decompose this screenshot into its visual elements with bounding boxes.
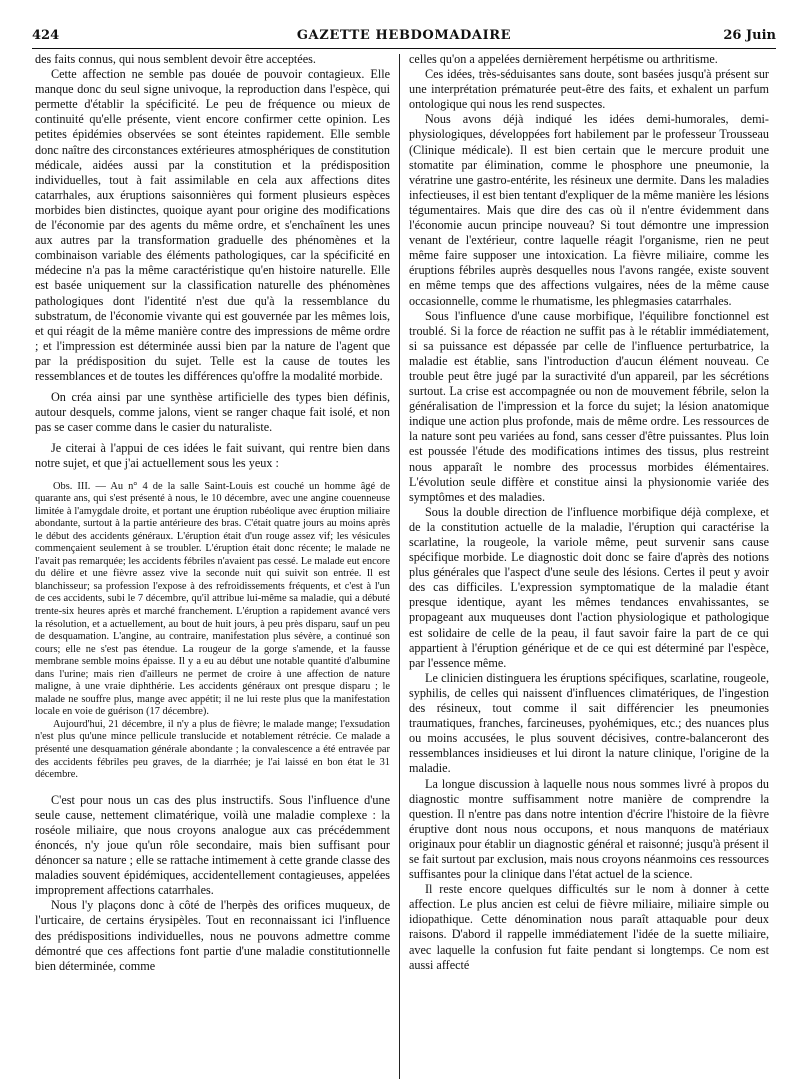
observation-paragraph: Aujourd'hui, 21 décembre, il n'y a plus de fièvre; le malade mange; l'exsudation n'est plus qu'une mince pellicule translucide et notablement rétrécie. Ce malade a présenté une desquamation générale abondante ; la convalescence a été entravée par des accidents fébriles peu graves, de la diarrhée; je l'ai laissé en bon état le 31 décembre. xyxy=(35,718,390,781)
paragraph: celles qu'on a appelées dernièrement herpétisme ou arthritisme. xyxy=(409,52,718,66)
left-column xyxy=(35,52,390,974)
paragraph: Nous avons déjà indiqué les idées demi-humorales, demi-physiologiques, développées fort habilement par le professeur Trousseau (Clinique médicale). Il est bien certain que le mercure produit une stomatite par élimination, comme le phosphore une pneumonie, la vératrine une gastro-entérite, les résineux une dermite. Dans les maladies infectieuses, il est bien tentant d'expliquer de la même manière les lésions tégumentaires. Mais que dire des cas où il n'entre évidemment dans l'économie aucun principe nouveau? Si tout démontre une impression venant de l'extérieur, contre laquelle réagit l'organisme, rien ne peut même faire supposer une intoxication. La fièvre miliaire, comme les éruptions fébriles auprès desquelles nous l'avons rangée, existe souvent en même temps que des affections vulgaires, nées de la même cause occasionnelle, comme le rhumatisme, les phlegmasies catarrhales. xyxy=(409,112,769,308)
observation-paragraph: Obs. III. — Au n° 4 de la salle Saint-Louis est couché un homme âgé de quarante ans, qui s'est présenté à nous, le 10 décembre, avec une angine couenneuse limitée à l'amygdale droite, et portant une éruption rubéolique avec éruption miliaire abondante, surtout à la partie antérieure des bras. C'était quatre jours au moins après le début des accidents généraux. L'éruption était d'un rouge assez vif; les vésicules commençaient seulement à se troubler. L'éruption était donc récente; le malade ne l'avait pas remarquée; les accidents fébriles n'avaient pas cessé. Le malade eut encore du délire et une fièvre assez vive la seconde nuit qui suivit son entrée. Il est blanchisseur; sa profession l'expose à des refroidissements fréquents, et c'est à l'un de ces accidents, subi le 7 décembre, qu'il attribue lui-même sa maladie, qui a débuté trente-six heures après et marché franchement. L'éruption a rapidement avancé vers la résolution, et a actuellement, au bout de huit jours, à peu près disparu, sauf un peu de desquamation. L'angine, au contraire, manifestation plus sévère, a continué son cours; elle ne s'est pas étendue. La rougeur de la gorge s'amende, et la fausse membrane semble moins épaisse. Il y a eu au début une notable quantité d'albumine dans l'urine; mais rien d'ailleurs ne permet de croire à une affection de nature maligne, à une vraie diphthérie. Les accidents généraux ont presque disparu ; le malade ne souffre plus, mange avec appétit; il ne lui reste plus que la manifestation locale en voie de guérison (17 décembre). xyxy=(35,480,390,718)
issue-date: 26 Juin xyxy=(723,28,776,43)
paragraph: Ces idées, très-séduisantes sans doute, sont basées jusqu'à présent sur une interprétation prématurée peut-être des faits, et exhalent un parfum ontologique qui nous les rend suspectes. xyxy=(409,67,769,112)
paragraph: Sous l'influence d'une cause morbifique, l'équilibre fonctionnel est troublé. Si la force de réaction ne suffit pas à le rétablir immédiatement, si sa puissance est dépassée par celle de l'influence perturbatrice, la maladie est établie, sans l'introduction d'aucun élément nouveau. Ce trouble peut être jugé par la suractivité d'un appareil, par les sécrétions surtout. La crise est accompagnée ou non de mouvement fébrile, selon la généralisation de l'impression et la force du sujet; la lésion anatomique indique une action plus profonde, mais de même ordre. Les ressources de la nature sont peu variées au fond, sans cesser d'être puissantes. Plus loin est poussée l'étude des modifications intimes des tissus, plus restreint nous apparaît le nombre des processus morbides élémentaires. L'évolution seule diffère et constitue ainsi la physionomie variée des symptômes et des maladies. xyxy=(409,308,769,504)
paragraph: Sous la double direction de l'influence morbifique déjà complexe, et de la constitution actuelle de la maladie, l'éruption qui caractérise la scarlatine, la rougeole, la variole même, peut survenir sans cause spécifique morbide. Le diagnostic doit donc se faire d'après des notions plus générales que l'aspect d'une seule des lésions. Certes il peut y avoir des cas difficiles. L'expression symptomatique de la maladie étant presque identique, ayant les mêmes tendances envahissantes, se propageant aux muqueuses dont l'action physiologique et pathologique est solidaire de celle de la peau, il faut savoir faire la part de ce qui appartient à l'éruption générique et de ce qui est déterminé par l'espèce, par l'essence même. xyxy=(409,504,769,670)
paragraph: La longue discussion à laquelle nous nous sommes livré à propos du diagnostic montre suffisamment notre manière de comprendre la question. Il n'entre pas dans notre intention d'écrire l'histoire de la fièvre éruptive dont nous nous occupons, et nous manquons de matériaux originaux pour établir un diagnostic général et raisonné; jusqu'à présent il se fait surtout par exclusion, mais nous croyons néanmoins ces ressources suffisantes pour la clinique dans l'état actuel de la science. xyxy=(409,776,769,882)
paragraph: Le clinicien distinguera les éruptions spécifiques, scarlatine, rougeole, syphilis, de celles qui naissent d'influences climatériques, de l'ingestion des résineux, tout comme il sait différencier les pneumonies traumatiques, franches, farcineuses, pyohémiques, etc.; des nuances plus ou moins accusées, le plus souvent décisives, contre-balanceront des ressemblances insidieuses et lui diront la nature clinique, l'origine de la maladie. xyxy=(409,670,769,776)
page-number: 424 xyxy=(32,28,60,43)
paragraph: Cette affection ne semble pas douée de pouvoir contagieux. Elle manque donc du seul signe univoque, la reproduction dans l'espèce, qui permette d'établir la spécificité. Le peu de fréquence ou mieux de continuité qu'elle présente, vient encore confirmer cette opinion. Les petites épidémies observées se sont éteintes rapidement. Elle semble donc naître des circonstances extérieures atmosphériques de constitution médicale, aidées aussi par la constitution et la prédisposition individuelles, tout à fait assimilable en cela aux affections dites catarrhales, aux éruptions saisonnières qui forment plusieurs espèces morbides bien distinctes, quoique ayant pour origine des modifications de l'économie par des agents du même ordre, et s'enchaînent les unes aux autres par la transformation graduelle des phénomènes et la combinaison variable des éléments pathologiques, car la spécificité en médecine n'a pas la même caractéristique qu'en histoire naturelle. Elle est basée uniquement sur la classification naturelle des phénomènes pathologiques dont l'identité n'est due qu'à la ressemblance du substratum, de l'économie vivante qui est gouvernée par les mêmes lois, et qui réagit de la même manière contre des impressions de même ordre ; et l'impression est déterminée aussi bien par la nature de l'agent que par la prédisposition du sujet. Telle est la cause de toutes les ressemblances et de toutes les différences qu'offre la modalité morbide. xyxy=(35,67,390,383)
column-divider xyxy=(399,54,400,1079)
paragraph: Il reste encore quelques difficultés sur le nom à donner à cette affection. Le plus ancien est celui de fièvre miliaire, miliaire simple ou idiopathique. Cette dénomination nous paraît attaquable pour deux raisons. D'abord il rappelle immédiatement l'idée de la suette miliaire, avec laquelle la confusion fut faite pendant si longtemps. Ce nom est aussi affecté xyxy=(409,882,769,972)
paragraph: Je citerai à l'appui de ces idées le fait suivant, qui rentre bien dans notre sujet, et que j'ai actuellement sous les yeux : xyxy=(35,441,390,471)
page-header xyxy=(32,28,776,50)
paragraph: On créa ainsi par une synthèse artificielle des types bien définis, autour desquels, comme jalons, vient se ranger chaque fait isolé, et non pas se caser comme dans le casier du naturaliste. xyxy=(35,390,390,435)
journal-title: GAZETTE HEBDOMADAIRE xyxy=(296,28,512,43)
paragraph: des faits connus, qui nous semblent devoir être acceptées. xyxy=(35,52,316,66)
header-rule xyxy=(32,48,776,49)
paragraph: Nous l'y plaçons donc à côté de l'herpès des orifices muqueux, de l'urticaire, de certains érysipèles. Tout en reconnaissant ici l'influence des prédispositions individuelles, nous ne pouvons admettre comme démontré que ces affections font partie d'une maladie constitutionnelle bien déterminée, comme xyxy=(35,898,390,973)
right-column xyxy=(409,52,769,973)
paragraph: C'est pour nous un cas des plus instructifs. Sous l'influence d'une seule cause, nettement climatérique, voilà une maladie complexe : la roséole miliaire, que nous croyons analogue aux cas précédemment énoncés, n'y joue qu'un rôle secondaire, mais bien suffisant pour dénoncer sa nature ; elle se rattache intimement à cette grande classe des maladies souvent épidémiques, accidentellement contagieuses, appelées improprement affections catarrhales. xyxy=(35,792,390,898)
